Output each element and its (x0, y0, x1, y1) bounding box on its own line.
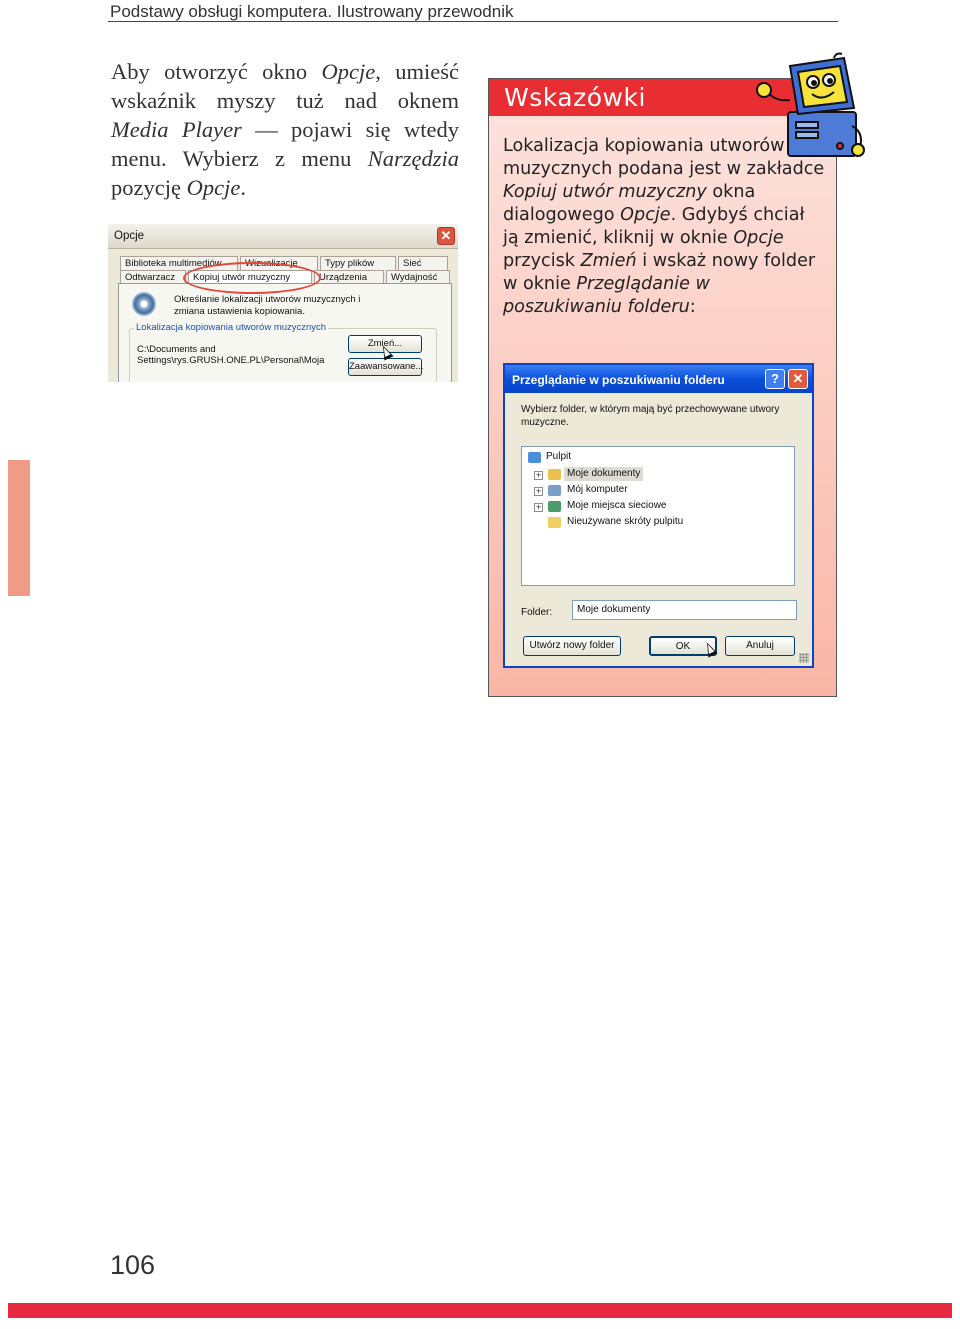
tree-item-moje-dokumenty[interactable]: Moje dokumenty (564, 467, 643, 481)
tree-item-pulpit[interactable]: Pulpit (546, 451, 572, 462)
browse-prompt: Wybierz folder, w którym mają być przechowywane utwory muzyczne. (521, 404, 780, 428)
browse-title: Przeglądanie w poszukiwaniu folderu (512, 373, 725, 387)
intro-term-opcje: Opcje (186, 175, 241, 200)
page-number: 106 (110, 1250, 156, 1280)
change-button[interactable]: Zmień... (348, 335, 422, 353)
opcje-dialog-screenshot (108, 224, 458, 382)
close-icon[interactable]: ✕ (788, 369, 808, 389)
intro-term-media-player: Media Player (111, 117, 242, 142)
tab-wizualizacje[interactable]: Wizualizacje (240, 256, 318, 270)
tip-text: : (689, 297, 696, 317)
folder-icon (548, 517, 561, 528)
tip-term: Zmień (580, 251, 637, 271)
tab-wydajnosc[interactable]: Wydajność (386, 270, 450, 284)
opcje-tab-panel (118, 283, 452, 382)
tip-text: Lokalizacja kopiowania utworów muzycznych podana jest w zakładce (503, 136, 825, 179)
header-rule (108, 21, 838, 22)
desktop-icon (528, 452, 541, 463)
tip-term: Kopiuj utwór muzyczny (503, 182, 707, 202)
my-documents-icon (548, 469, 561, 480)
tips-heading: Wskazówki (504, 83, 646, 112)
tip-text: . Gdybyś chciał ją zmienić, kliknij w oknie (503, 205, 805, 248)
tab-kopiuj-utwor[interactable]: Kopiuj utwór muzyczny (188, 270, 312, 284)
tab-typy-plikow[interactable]: Typy plików (320, 256, 396, 270)
intro-term-opcje: Opcje (321, 59, 376, 84)
tree-item-miejsca-sieciowe[interactable]: Moje miejsca sieciowe (567, 500, 667, 511)
tab-siec[interactable]: Sieć (398, 256, 448, 270)
expand-icon[interactable]: + (535, 502, 542, 512)
tip-term: Opcje (733, 228, 784, 248)
tab-urzadzenia[interactable]: Urządzenia (314, 270, 384, 284)
tip-term: Opcje (620, 205, 671, 225)
help-icon[interactable]: ? (765, 369, 785, 389)
close-icon[interactable]: ✕ (437, 227, 455, 245)
browse-titlebar (505, 365, 812, 393)
folder-field[interactable]: Moje dokumenty (572, 600, 797, 620)
network-places-icon (548, 501, 561, 512)
browse-folder-dialog (503, 363, 814, 668)
tip-term: Przeglądanie w poszukiwaniu folderu (503, 274, 710, 317)
running-title: Podstawy obsługi komputera. Ilustrowany przewodnik (110, 2, 514, 21)
tree-item-nieuzywane-skroty[interactable]: Nieużywane skróty pulpitu (567, 516, 684, 527)
intro-text: Aby otworzyć okno (111, 59, 322, 84)
tips-paragraph (503, 135, 825, 319)
cd-icon (132, 292, 156, 316)
new-folder-button[interactable]: Utwórz nowy folder (523, 636, 621, 656)
expand-icon[interactable]: + (535, 486, 542, 496)
opcje-titlebar (108, 224, 458, 249)
group-label: Lokalizacja kopiowania utworów muzycznych (136, 322, 327, 333)
folder-label: Folder: (521, 607, 553, 618)
tip-text: i wskaż nowy folder w oknie (503, 251, 816, 294)
ok-button[interactable]: OK (649, 636, 717, 656)
tree-item-moj-komputer[interactable]: Mój komputer (567, 484, 628, 495)
my-computer-icon (548, 485, 561, 496)
margin-thumb-tab (8, 460, 30, 596)
folder-tree[interactable] (521, 446, 795, 586)
highlight-ellipse (183, 262, 321, 294)
intro-paragraph (111, 57, 459, 202)
cancel-button[interactable]: Anuluj (725, 636, 795, 656)
intro-text: pozycję (111, 175, 187, 200)
panel-description: Określanie lokalizacji utworów muzycznych i zmiana ustawienia kopiowania. (174, 294, 361, 317)
tip-text: okna dialogowego (503, 182, 756, 225)
intro-text: . (240, 175, 246, 200)
footer-bar (8, 1303, 952, 1318)
opcje-title: Opcje (114, 230, 145, 242)
tab-biblioteka[interactable]: Biblioteka multimediów (120, 256, 238, 270)
intro-term-narzedzia: Narzędzia (367, 146, 459, 171)
intro-text: — pojawi się wtedy menu. Wybierz z menu (111, 117, 459, 171)
rip-location-path: C:\Documents and Settings\rys.GRUSH.ONE.PL\Personal\Moja (137, 344, 325, 366)
tab-odtwarzacz[interactable]: Odtwarzacz (120, 270, 186, 284)
tip-text: przycisk (503, 251, 581, 271)
intro-text: , umieść wskaźnik myszy tuż nad oknem (111, 59, 459, 113)
expand-icon[interactable]: + (535, 470, 542, 480)
advanced-button[interactable]: Zaawansowane... (348, 358, 422, 376)
resize-grip-icon[interactable] (799, 653, 809, 663)
